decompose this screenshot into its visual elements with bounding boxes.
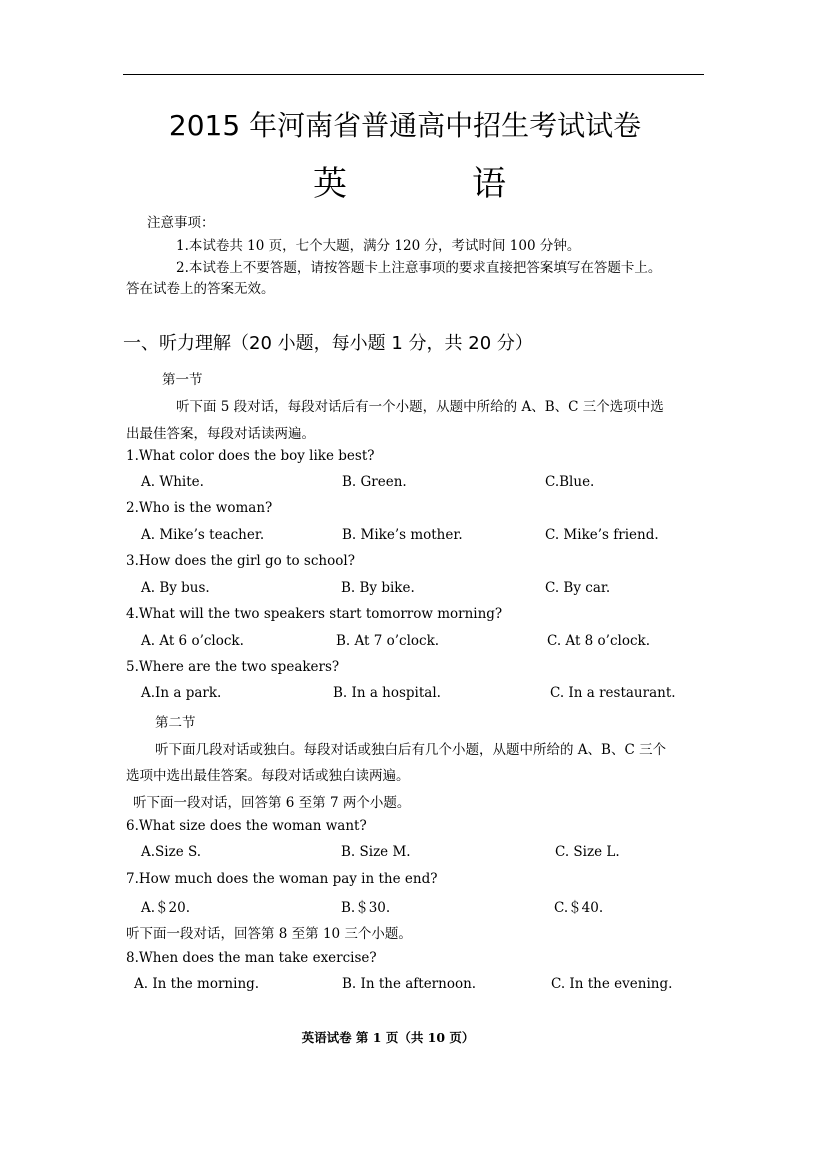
q6-option-c: C. Size L.: [555, 844, 620, 860]
q1-option-c: C.Blue.: [545, 474, 595, 490]
q5-option-b: B. In a hospital.: [333, 685, 441, 701]
q5-option-c: C. In a restaurant.: [550, 685, 676, 701]
question-4: 4.What will the two speakers start tomorrow morning?: [126, 606, 503, 622]
part1-instruction-line-2: 出最佳答案，每段对话读两遍。: [126, 426, 315, 442]
q1-option-a: A. White.: [141, 474, 204, 490]
q4-option-b: B. At 7 o’clock.: [336, 633, 440, 649]
q7-option-c: C.＄40.: [554, 900, 604, 916]
question-3: 3.How does the girl go to school?: [126, 553, 355, 569]
q8-option-a: A. In the morning.: [134, 976, 260, 992]
q4-option-a: A. At 6 o’clock.: [141, 633, 244, 649]
notes-item-1: 1.本试卷共 10 页，七个大题，满分 120 分，考试时间 100 分钟。: [176, 238, 581, 254]
question-8: 8.When does the man take exercise?: [126, 950, 377, 966]
dialogue-group-1-instruction: 听下面一段对话，回答第 6 至第 7 两个小题。: [133, 795, 411, 811]
q6-option-a: A.Size S.: [141, 844, 202, 860]
q8-option-b: B. In the afternoon.: [342, 976, 477, 992]
question-7: 7.How much does the woman pay in the end?: [126, 871, 438, 887]
q7-option-b: B.＄30.: [341, 900, 391, 916]
q5-option-a: A.In a park.: [141, 685, 222, 701]
question-5: 5.Where are the two speakers?: [126, 659, 340, 675]
question-1: 1.What color does the boy like best?: [126, 448, 375, 464]
q8-option-c: C. In the evening.: [551, 976, 673, 992]
q4-option-c: C. At 8 o’clock.: [547, 633, 650, 649]
subject-char-1: 英: [313, 164, 347, 204]
exam-title: 2015 年河南省普通高中招生考试试卷: [168, 109, 642, 142]
q1-option-b: B. Green.: [342, 474, 407, 490]
q2-option-b: B. Mike’s mother.: [342, 527, 463, 543]
dialogue-group-2-instruction: 听下面一段对话，回答第 8 至第 10 三个小题。: [126, 926, 412, 942]
section-title: 一、听力理解（20 小题，每小题 1 分，共 20 分）: [123, 333, 533, 354]
part2-instruction-line-1: 听下面几段对话或独白。每段对话或独白后有几个小题，从题中所给的 A、B、C 三个: [155, 742, 667, 758]
notes-heading: 注意事项：: [147, 215, 215, 231]
subject-char-2: 语: [472, 164, 506, 204]
q3-option-b: B. By bike.: [341, 580, 415, 596]
question-2: 2.Who is the woman?: [126, 500, 273, 516]
part1-label: 第一节: [162, 372, 203, 388]
header-rule: [123, 74, 704, 75]
q3-option-c: C. By car.: [545, 580, 611, 596]
part2-instruction-line-2: 选项中选出最佳答案。每段对话或独白读两遍。: [126, 768, 410, 784]
q6-option-b: B. Size M.: [341, 844, 411, 860]
part2-label: 第二节: [155, 715, 196, 731]
q3-option-a: A. By bus.: [141, 580, 210, 596]
question-6: 6.What size does the woman want?: [126, 818, 367, 834]
page-footer: 英语试卷 第 1 页（共 10 页）: [301, 1030, 475, 1045]
q7-option-a: A.＄20.: [141, 900, 191, 916]
notes-item-2-line-2: 答在试卷上的答案无效。: [126, 281, 275, 297]
q2-option-c: C. Mike’s friend.: [545, 527, 659, 543]
q2-option-a: A. Mike’s teacher.: [141, 527, 265, 543]
notes-item-2-line-1: 2.本试卷上不要答题，请按答题卡上注意事项的要求直接把答案填写在答题卡上。: [176, 260, 662, 276]
part1-instruction-line-1: 听下面 5 段对话，每段对话后有一个小题，从题中所给的 A、B、C 三个选项中选: [176, 399, 664, 415]
